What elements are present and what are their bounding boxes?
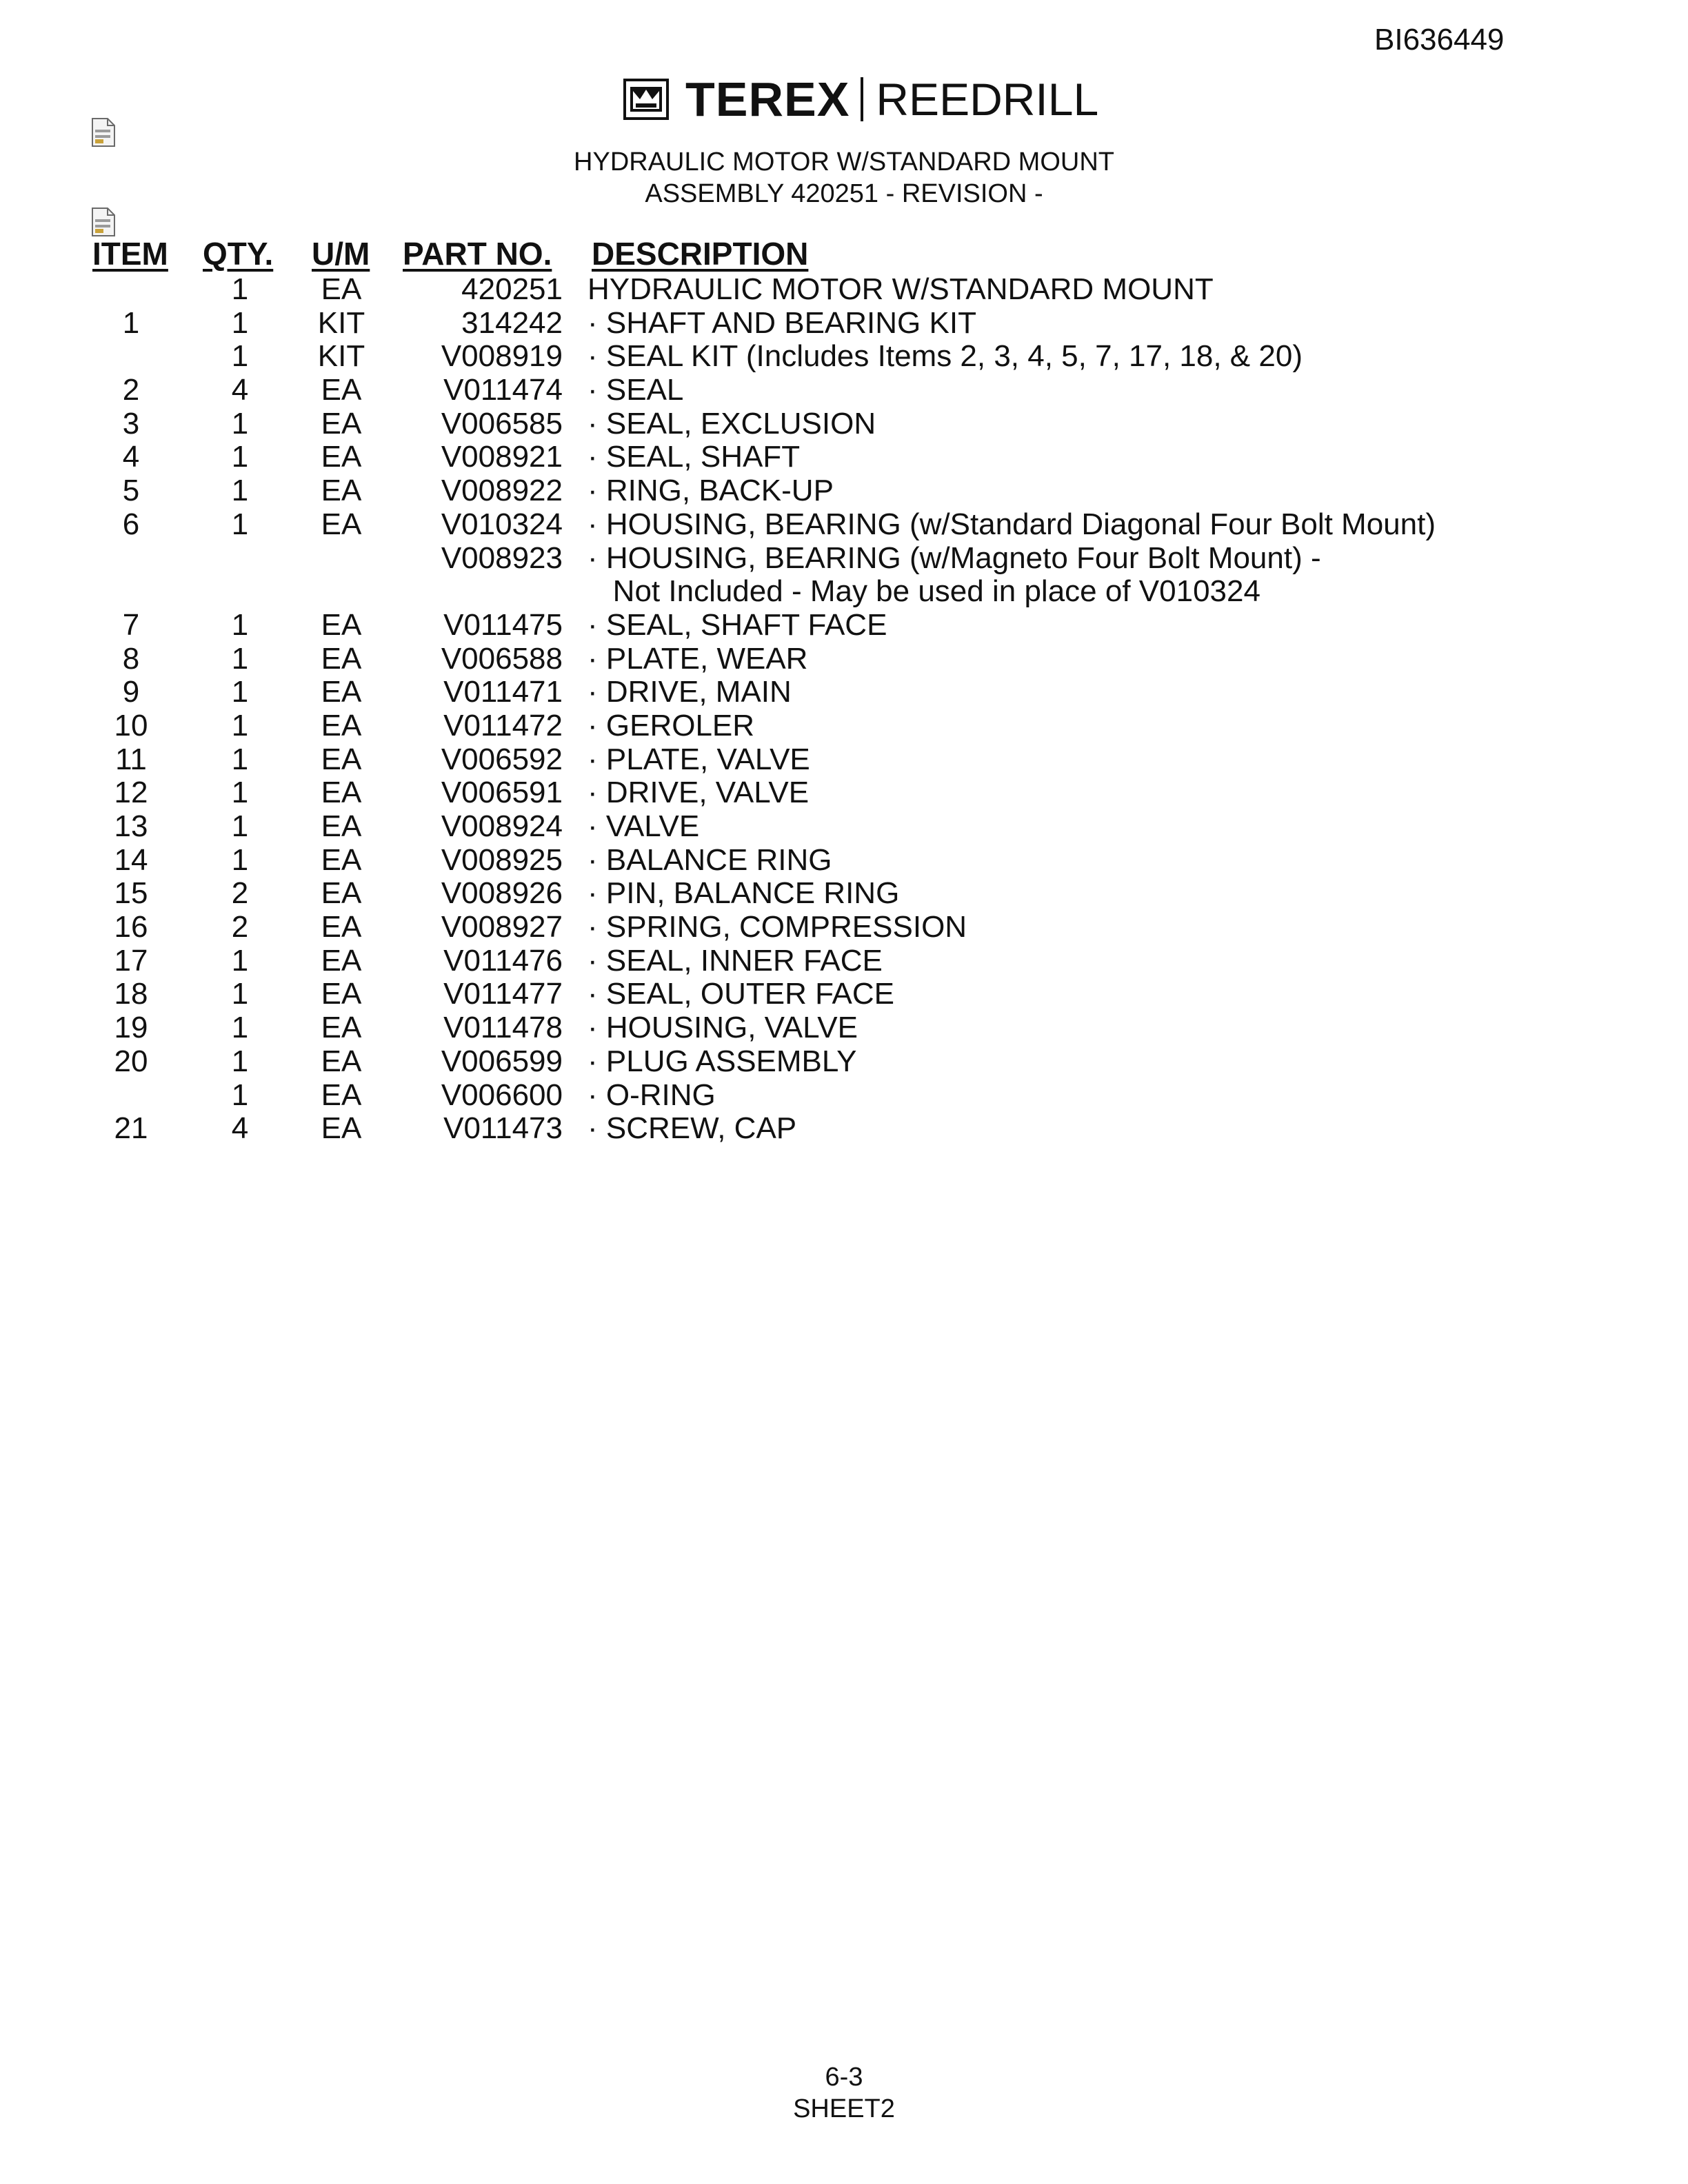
cell-description: · PIN, BALANCE RING [587,876,900,911]
table-row [0,407,1688,441]
table-row [0,844,1688,878]
cell-qty: 2 [231,910,249,944]
cell-qty: 1 [231,440,249,474]
assembly-revision: ASSEMBLY 420251 - REVISION - [645,179,1043,208]
cell-item: 19 [114,1011,148,1045]
logo-divider [861,77,863,121]
cell-um: EA [321,910,362,944]
cell-part-no: 420251 [461,272,563,306]
header-qty: QTY. [203,236,274,272]
cell-um: EA [321,1011,362,1045]
cell-description: HYDRAULIC MOTOR W/STANDARD MOUNT [587,272,1214,306]
cell-item: 10 [114,708,148,742]
table-row [0,776,1688,810]
header-um: U/M [312,236,370,272]
cell-description: · SEAL, INNER FACE [587,943,883,978]
cell-qty: 1 [231,641,249,676]
cell-qty: 1 [231,842,249,877]
cell-qty: 1 [231,977,249,1011]
table-row [0,743,1688,777]
document-link-icon[interactable] [91,207,116,237]
cell-um: EA [321,1078,362,1112]
cell-um: EA [321,440,362,474]
cell-item: 11 [115,742,147,776]
cell-description: · SHAFT AND BEARING KIT [587,305,976,340]
table-row [0,441,1688,474]
table-row [0,609,1688,643]
table-row [0,1112,1688,1146]
cell-description: · DRIVE, MAIN [587,675,792,709]
cell-item: 15 [114,876,148,911]
cell-um: EA [321,373,362,407]
cell-part-no: V011475 [443,607,563,642]
table-row [0,575,1688,609]
cell-description: · SEAL, SHAFT FACE [587,607,887,642]
table-row [0,709,1688,743]
table-row [0,542,1688,576]
cell-item: 1 [122,305,140,340]
cell-description: · VALVE [587,809,700,843]
cell-part-no: V008924 [441,809,563,843]
cell-part-no: V006588 [441,641,563,676]
cell-item: 9 [122,675,140,709]
cell-part-no: V010324 [441,507,563,541]
cell-item: 12 [114,776,148,810]
cell-um: EA [321,776,362,810]
cell-um: EA [321,406,362,441]
cell-um: EA [321,675,362,709]
logo-product-text: REEDRILL [876,74,1099,125]
cell-part-no: 314242 [461,305,563,340]
terex-reedrill-logo [623,74,1098,124]
cell-um: EA [321,1044,362,1078]
table-row [0,340,1688,374]
table-row [0,676,1688,709]
cell-qty: 1 [231,305,249,340]
cell-part-no: V011474 [443,373,563,407]
table-row [0,877,1688,911]
cell-qty: 1 [231,474,249,508]
cell-part-no: V006600 [441,1078,563,1112]
cell-qty: 1 [231,406,249,441]
cell-qty: 4 [231,1111,249,1146]
cell-part-no: V008927 [441,910,563,944]
cell-item: 7 [122,607,140,642]
cell-qty: 1 [231,272,249,306]
cell-um: EA [321,507,362,541]
cell-um: EA [321,842,362,877]
table-row [0,911,1688,944]
terex-crown-logo-icon [623,79,669,120]
cell-description: · HOUSING, VALVE [587,1011,858,1045]
cell-qty: 1 [231,675,249,709]
cell-description: · PLATE, WEAR [587,641,808,676]
document-id: BI636449 [1374,23,1505,57]
table-row [0,508,1688,542]
cell-item: 8 [122,641,140,676]
header-part-no: PART NO. [403,236,552,272]
cell-um: EA [321,977,362,1011]
cell-description: · SEAL, EXCLUSION [587,406,876,441]
cell-description: · PLATE, VALVE [587,742,810,776]
table-row [0,810,1688,844]
cell-part-no: V008926 [441,876,563,911]
logo-brand-text: TEREX [685,72,850,126]
cell-item: 17 [114,943,148,978]
document-link-icon[interactable] [91,117,116,148]
cell-part-no: V008921 [441,440,563,474]
cell-um: EA [321,876,362,911]
cell-part-no: V011477 [443,977,563,1011]
table-row [0,307,1688,341]
cell-description: Not Included - May be used in place of V010324 [587,574,1260,609]
cell-description: · SEAL, OUTER FACE [587,977,894,1011]
cell-part-no: V006591 [441,776,563,810]
cell-item: 16 [114,910,148,944]
header-description: DESCRIPTION [592,236,809,272]
cell-qty: 1 [231,708,249,742]
cell-um: EA [321,809,362,843]
parts-table-body [0,273,1688,1146]
page-number: 6-3 [825,2063,863,2092]
cell-description: · BALANCE RING [587,842,832,877]
cell-um: EA [321,474,362,508]
cell-qty: 1 [231,607,249,642]
cell-description: · HOUSING, BEARING (w/Standard Diagonal Four Bolt Mount) [587,507,1436,541]
cell-qty: 1 [231,1011,249,1045]
cell-part-no: V011472 [443,708,563,742]
cell-part-no: V011473 [443,1111,563,1146]
table-row [0,1079,1688,1113]
cell-um: EA [321,272,362,306]
cell-part-no: V011478 [443,1011,563,1045]
cell-part-no: V011476 [443,943,563,978]
cell-part-no: V008923 [441,540,563,575]
cell-item: 21 [114,1111,148,1146]
cell-um: EA [321,607,362,642]
cell-description: · DRIVE, VALVE [587,776,810,810]
cell-item: 5 [122,474,140,508]
cell-um: EA [321,708,362,742]
cell-part-no: V006585 [441,406,563,441]
sheet-label: SHEET2 [793,2094,895,2123]
table-row [0,944,1688,978]
cell-part-no: V008922 [441,474,563,508]
cell-item: 13 [114,809,148,843]
table-row [0,474,1688,508]
table-row [0,1045,1688,1079]
cell-description: · SEAL, SHAFT [587,440,801,474]
cell-description: · GEROLER [587,708,755,742]
cell-um: EA [321,943,362,978]
cell-item: 2 [122,373,140,407]
cell-item: 4 [122,440,140,474]
cell-um: EA [321,1111,362,1146]
header-item: ITEM [92,236,168,272]
cell-qty: 2 [231,876,249,911]
table-row [0,374,1688,407]
cell-description: · SPRING, COMPRESSION [587,910,967,944]
cell-description: · RING, BACK-UP [587,474,834,508]
cell-part-no: V008925 [441,842,563,877]
parts-table-header [0,234,1688,273]
cell-qty: 1 [231,776,249,810]
cell-qty: 1 [231,943,249,978]
cell-item: 6 [122,507,140,541]
cell-item: 14 [114,842,148,877]
cell-um: EA [321,742,362,776]
cell-item: 20 [114,1044,148,1078]
cell-qty: 1 [231,809,249,843]
cell-part-no: V008919 [441,339,563,374]
cell-qty: 1 [231,1078,249,1112]
assembly-title: HYDRAULIC MOTOR W/STANDARD MOUNT [574,148,1114,176]
cell-qty: 1 [231,1044,249,1078]
cell-qty: 1 [231,339,249,374]
cell-part-no: V006592 [441,742,563,776]
cell-qty: 4 [231,373,249,407]
cell-qty: 1 [231,507,249,541]
cell-description: · SCREW, CAP [587,1111,797,1146]
cell-um: KIT [317,339,365,374]
table-row [0,273,1688,307]
table-row [0,1011,1688,1045]
cell-description: · O-RING [587,1078,716,1112]
cell-qty: 1 [231,742,249,776]
table-row [0,978,1688,1011]
cell-item: 3 [122,406,140,441]
cell-item: 18 [114,977,148,1011]
cell-part-no: V006599 [441,1044,563,1078]
table-row [0,643,1688,676]
cell-description: · HOUSING, BEARING (w/Magneto Four Bolt Mount) - [587,540,1321,575]
cell-description: · SEAL [587,373,684,407]
cell-part-no: V011471 [443,675,563,709]
cell-um: EA [321,641,362,676]
cell-um: KIT [317,305,365,340]
cell-description: · PLUG ASSEMBLY [587,1044,857,1078]
cell-description: · SEAL KIT (Includes Items 2, 3, 4, 5, 7, 17, 18, & 20) [587,339,1303,374]
